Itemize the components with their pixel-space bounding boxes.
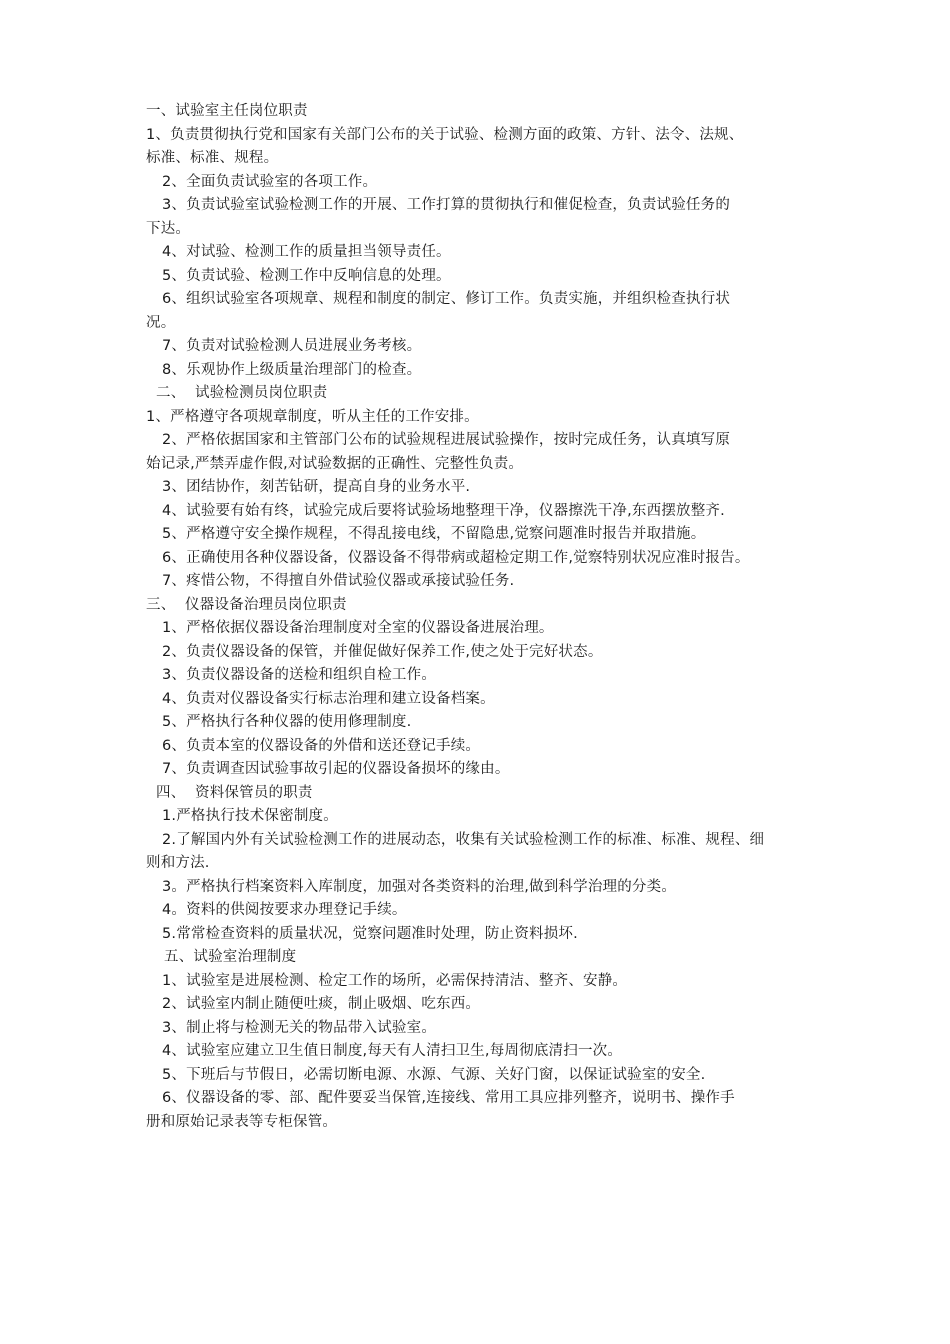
- paragraph-line: 5.常常检查资料的质量状况，觉察问题准时处理，防止资料损坏.: [162, 925, 578, 942]
- paragraph-line: 5、严格遵守安全操作规程，不得乱接电线，不留隐患,觉察问题准时报告并取措施。: [162, 526, 706, 542]
- paragraph-line: 5、下班后与节假日，必需切断电源、水源、气源、关好门窗，以保证试验室的安全.: [162, 1066, 706, 1083]
- paragraph-line: 4、试验室应建立卫生值日制度,每天有人清扫卫生,每周彻底清扫一次。: [162, 1043, 623, 1059]
- paragraph-line: 1、负责贯彻执行党和国家有关部门公布的关于试验、检测方面的政策、方针、法令、法规、: [146, 126, 744, 143]
- paragraph-line: 6、组织试验室各项规章、规程和制度的制定、修订工作。负责实施，并组织检查执行状: [162, 291, 731, 307]
- section-heading-lab-director: 一、试验室主任岗位职责: [146, 103, 308, 119]
- paragraph-line: 4、试验要有始有终，试验完成后要将试验场地整理干净，仪器擦洗干净,东西摆放整齐.: [162, 502, 725, 519]
- paragraph-line: 1.严格执行技术保密制度。: [162, 808, 338, 824]
- paragraph-line: 则和方法.: [146, 855, 210, 871]
- paragraph-line: 标准、标准、规程。: [146, 150, 279, 166]
- paragraph-line: 3。严格执行档案资料入库制度，加强对各类资料的治理,做到科学治理的分类。: [162, 878, 677, 895]
- paragraph-line: 3、负责仪器设备的送检和组织自检工作。: [162, 667, 437, 683]
- paragraph-line: 6、负责本室的仪器设备的外借和送还登记手续。: [162, 737, 481, 754]
- paragraph-line: 册和原始记录表等专柜保管。: [146, 1113, 338, 1130]
- section-heading-test-inspector: 二、 试验检测员岗位职责: [156, 385, 328, 401]
- paragraph-line: 况。: [146, 314, 176, 331]
- paragraph-line: 4、对试验、检测工作的质量担当领导责任。: [162, 244, 451, 260]
- paragraph-line: 下达。: [146, 220, 191, 237]
- paragraph-line: 3、团结协作，刻苦钻研，提高自身的业务水平.: [162, 479, 471, 495]
- paragraph-line: 2、严格依据国家和主管部门公布的试验规程进展试验操作，按时完成任务，认真填写原: [162, 432, 731, 448]
- paragraph-line: 7、负责调查因试验事故引起的仪器设备损坏的缘由。: [162, 761, 510, 777]
- paragraph-line: 7、疼惜公物，不得擅自外借试验仪器或承接试验任务.: [162, 573, 515, 589]
- paragraph-line: 始记录,严禁弄虚作假,对试验数据的正确性、完整性负责。: [146, 455, 524, 472]
- section-heading-records-keeper: 四、 资料保管员的职责: [156, 784, 313, 801]
- paragraph-line: 4。资料的供阅按要求办理登记手续。: [162, 902, 407, 918]
- paragraph-line: 2、全面负责试验室的各项工作。: [162, 173, 378, 190]
- paragraph-line: 7、负责对试验检测人员进展业务考核。: [162, 338, 422, 354]
- paragraph-line: 1、严格遵守各项规章制度，听从主任的工作安排。: [146, 408, 479, 425]
- paragraph-line: 3、负责试验室试验检测工作的开展、工作打算的贯彻执行和催促检查，负责试验任务的: [162, 197, 731, 213]
- paragraph-line: 2、试验室内制止随便吐痰，制止吸烟、吃东西。: [162, 996, 481, 1012]
- paragraph-line: 1、试验室是进展检测、检定工作的场所，必需保持清洁、整齐、安静。: [162, 972, 628, 989]
- paragraph-line: 6、仪器设备的零、部、配件要妥当保管,连接线、常用工具应排列整齐，说明书、操作手: [162, 1090, 735, 1106]
- paragraph-line: 2、负责仪器设备的保管，并催促做好保养工作,使之处于完好状态。: [162, 643, 603, 660]
- paragraph-line: 6、正确使用各种仪器设备，仪器设备不得带病或超检定期工作,觉察特别状况应准时报告。: [162, 549, 750, 566]
- paragraph-line: 1、严格依据仪器设备治理制度对全室的仪器设备进展治理。: [162, 620, 554, 636]
- paragraph-line: 5、负责试验、检测工作中反响信息的处理。: [162, 267, 451, 284]
- section-heading-lab-management: 五、试验室治理制度: [164, 949, 297, 965]
- paragraph-line: 2.了解国内外有关试验检测工作的进展动态，收集有关试验检测工作的标准、标准、规程、细: [162, 831, 765, 848]
- paragraph-line: 5、严格执行各种仪器的使用修理制度.: [162, 714, 412, 730]
- paragraph-line: 3、制止将与检测无关的物品带入试验室。: [162, 1019, 437, 1036]
- paragraph-line: 8、乐观协作上级质量治理部门的检查。: [162, 361, 422, 378]
- document-body: [146, 100, 818, 1134]
- paragraph-line: 4、负责对仪器设备实行标志治理和建立设备档案。: [162, 690, 495, 707]
- section-heading-equipment-manager: 三、 仪器设备治理员岗位职责: [146, 596, 347, 613]
